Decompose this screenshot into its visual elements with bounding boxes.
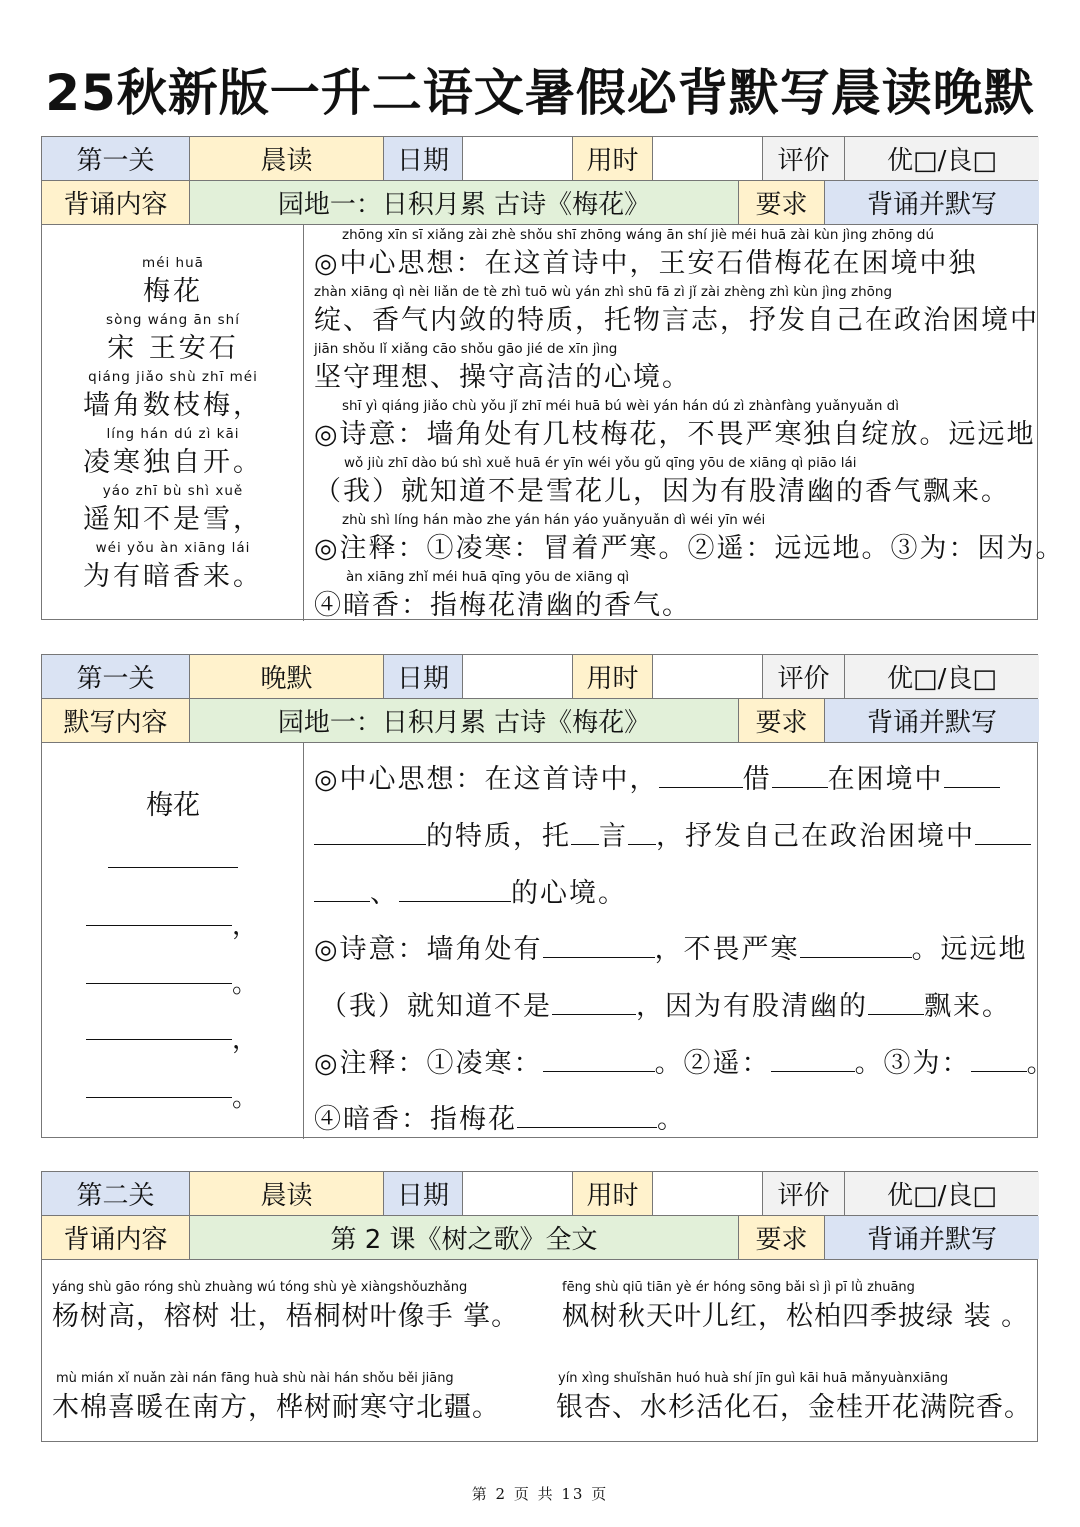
blank[interactable]: [868, 990, 924, 1015]
pinyin-line: wǒ jiù zhī dào bú shì xuě huā ér yīn wéi yǒu gǔ qīng yōu de xiāng qì piāo lái: [344, 455, 857, 471]
requirement-value: 背诵并默写: [825, 181, 1039, 224]
section3-body: [42, 1260, 1037, 1443]
blank[interactable]: [944, 763, 1000, 788]
section-evening-dictation-1: [41, 654, 1056, 1138]
pinyin-line: mù mián xǐ nuǎn zài nán fāng huà shù nài hán shǒu běi jiāng: [56, 1371, 454, 1386]
blank[interactable]: [399, 877, 511, 902]
requirement-label: 要求: [739, 699, 825, 742]
blank[interactable]: [975, 820, 1031, 845]
requirement-label: 要求: [739, 1216, 825, 1259]
mode-label: 晨读: [190, 1172, 384, 1215]
blank[interactable]: [659, 763, 743, 788]
date-label: 日期: [384, 1172, 463, 1215]
blank[interactable]: [543, 1047, 655, 1072]
fill-line-6: ◎注释：①凌寒： 。②遥： 。③为： 。: [314, 1048, 1056, 1079]
level-label: 第一关: [42, 137, 190, 180]
fill-line-7: ④暗香：指梅花 。: [314, 1104, 686, 1135]
blank[interactable]: [800, 933, 912, 958]
evaluation-label: 评价: [763, 1172, 845, 1215]
punctuation: ，: [232, 911, 259, 941]
time-label: 用时: [573, 137, 653, 180]
evaluation-label: 评价: [763, 137, 845, 180]
requirement-value: 背诵并默写: [825, 699, 1039, 742]
poem-line: sòng wáng ān shí 宋 王安石: [106, 312, 240, 364]
pinyin-line: shī yì qiáng jiǎo chù yǒu jǐ zhī méi huā bú wèi yán hán dú zì zhànfàng yuǎnyuǎn dì: [342, 398, 899, 414]
content-label: 背诵内容: [42, 1216, 190, 1259]
text-line: ◎注释：①凌寒：冒着严寒。②遥：远远地。③为：因为。: [314, 533, 1065, 564]
pinyin-line: zhàn xiāng qì nèi liǎn de tè zhì tuō wù yán zhì shū fā zì jǐ zài zhèng zhì kùn jìng zhōng: [314, 284, 893, 300]
time-label: 用时: [573, 655, 653, 698]
blank-line[interactable]: [86, 1039, 232, 1040]
header-row-1: [42, 655, 1037, 699]
evaluation-options[interactable]: 优□/良□: [845, 655, 1039, 698]
poem-line: yáo zhī bù shì xuě 遥知不是雪，: [83, 483, 263, 535]
fill-line-4: ◎诗意：墙角处有 ，不畏严寒 。远远地: [314, 934, 1028, 965]
content-label: 背诵内容: [42, 181, 190, 224]
fill-line-3: 、 的心境。: [314, 871, 627, 910]
blank[interactable]: [772, 763, 828, 788]
blank[interactable]: [771, 1047, 855, 1072]
section-morning-reading-2: [41, 1171, 1038, 1442]
pinyin-line: àn xiāng zhǐ méi huā qīng yōu de xiāng qì: [346, 569, 630, 585]
mode-label: 晚默: [190, 655, 384, 698]
content-title: 园地一：日积月累 古诗《梅花》: [190, 699, 739, 742]
page-title: 25秋新版一升二语文暑假必背默写晨读晚默: [45, 64, 1035, 122]
pinyin-line: yín xìng shuǐshān huó huà shí jīn guì kāi huā mǎnyuànxiāng: [558, 1371, 949, 1386]
poem-line: méi huā 梅花: [142, 255, 204, 307]
header-row-1: [42, 1172, 1037, 1216]
header-row-1: [42, 137, 1037, 181]
poem-line: qiáng jiǎo shù zhī méi 墙角数枝梅，: [83, 369, 263, 421]
section2-body: [42, 743, 1056, 1139]
date-field[interactable]: [463, 137, 573, 180]
text-line: 木棉喜暖在南方，桦树耐寒守北疆。: [52, 1392, 500, 1423]
requirement-label: 要求: [739, 181, 825, 224]
pinyin-line: fēng shù qiū tiān yè ér hóng sōng bǎi sì jì pī lǜ zhuāng: [562, 1280, 915, 1295]
blank-line[interactable]: [86, 1097, 232, 1098]
time-field[interactable]: [653, 137, 763, 180]
text-line: 坚守理想、操守高洁的心境。: [314, 362, 691, 393]
evaluation-options[interactable]: 优□/良□: [845, 137, 1039, 180]
text-line: （我）就知道不是雪花儿，因为有股清幽的香气飘来。: [314, 476, 1010, 507]
poem-line: wéi yǒu àn xiāng lái 为有暗香来。: [83, 540, 263, 592]
level-label: 第二关: [42, 1172, 190, 1215]
time-label: 用时: [573, 1172, 653, 1215]
text-line: ④暗香：指梅花清幽的香气。: [314, 590, 691, 621]
text-line: 杨树高，榕树 壮，梧桐树叶像手 掌。: [52, 1301, 520, 1332]
content-title: 第 2 课《树之歌》全文: [190, 1216, 739, 1259]
evaluation-label: 评价: [763, 655, 845, 698]
header-row-2: [42, 1216, 1037, 1260]
blank[interactable]: [517, 1103, 657, 1128]
poem-title: 梅花: [146, 790, 200, 821]
fill-line-5: （我）就知道不是 ，因为有股清幽的 飘来。: [320, 991, 1011, 1022]
fill-line-2: 的特质，托 言 ，抒发自己在政治困境中: [314, 814, 1031, 853]
text-line: 银杏、水杉活化石，金桂开花满院香。: [556, 1392, 1032, 1423]
dictation-explanation-panel: [304, 743, 1056, 1139]
blank-line[interactable]: [108, 867, 238, 868]
text-line: 绽、香气内敛的特质，托物言志，抒发自己在政治困境中: [314, 305, 1039, 336]
header-row-2: [42, 699, 1037, 743]
pinyin-line: zhù shì líng hán mào zhe yán hán yáo yuǎnyuǎn dì wéi yīn wéi: [342, 512, 766, 528]
fill-line-1: ◎中心思想：在这首诗中， 借 在困境中: [314, 757, 1000, 796]
punctuation: 。: [232, 1083, 259, 1113]
dictation-poem-panel: [42, 743, 304, 1139]
pinyin-line: zhōng xīn sī xiǎng zài zhè shǒu shī zhōng wáng ān shí jiè méi huā zài kùn jìng zhōng dú: [342, 227, 935, 243]
requirement-value: 背诵并默写: [825, 1216, 1039, 1259]
evaluation-options[interactable]: 优□/良□: [845, 1172, 1039, 1215]
poem-panel: [42, 225, 304, 621]
date-field[interactable]: [463, 655, 573, 698]
text-line: ◎诗意：墙角处有几枝梅花，不畏严寒独自绽放。远远地: [314, 419, 1036, 450]
time-field[interactable]: [653, 1172, 763, 1215]
pinyin-line: jiān shǒu lǐ xiǎng cāo shǒu gāo jié de xīn jìng: [314, 341, 618, 357]
section-morning-reading-1: [41, 136, 1065, 621]
blank-line[interactable]: [86, 925, 232, 926]
text-line: 枫树秋天叶儿红，松柏四季披绿 装 。: [562, 1301, 1030, 1332]
blank[interactable]: [971, 1047, 1027, 1072]
mode-label: 晨读: [190, 137, 384, 180]
date-label: 日期: [384, 137, 463, 180]
time-field[interactable]: [653, 655, 763, 698]
content-title: 园地一：日积月累 古诗《梅花》: [190, 181, 739, 224]
blank[interactable]: [552, 990, 636, 1015]
date-field[interactable]: [463, 1172, 573, 1215]
pinyin-line: yáng shù gāo róng shù zhuàng wú tóng shù yè xiàngshǒuzhǎng: [52, 1280, 468, 1295]
content-label: 默写内容: [42, 699, 190, 742]
punctuation: ，: [232, 1025, 259, 1055]
blank[interactable]: [571, 820, 599, 845]
blank[interactable]: [314, 820, 426, 845]
page-number: 第 2 页 共 13 页: [471, 1485, 609, 1503]
header-row-2: [42, 181, 1037, 225]
explanation-panel: [304, 225, 1065, 621]
date-label: 日期: [384, 655, 463, 698]
punctuation: 。: [232, 969, 259, 999]
section1-body: [42, 225, 1065, 621]
poem-line: líng hán dú zì kāi 凌寒独自开。: [83, 426, 263, 478]
blank[interactable]: [628, 820, 656, 845]
blank[interactable]: [314, 877, 370, 902]
blank[interactable]: [543, 933, 655, 958]
level-label: 第一关: [42, 655, 190, 698]
text-line: ◎中心思想：在这首诗中，王安石借梅花在困境中独: [314, 248, 978, 279]
blank-line[interactable]: [86, 983, 232, 984]
